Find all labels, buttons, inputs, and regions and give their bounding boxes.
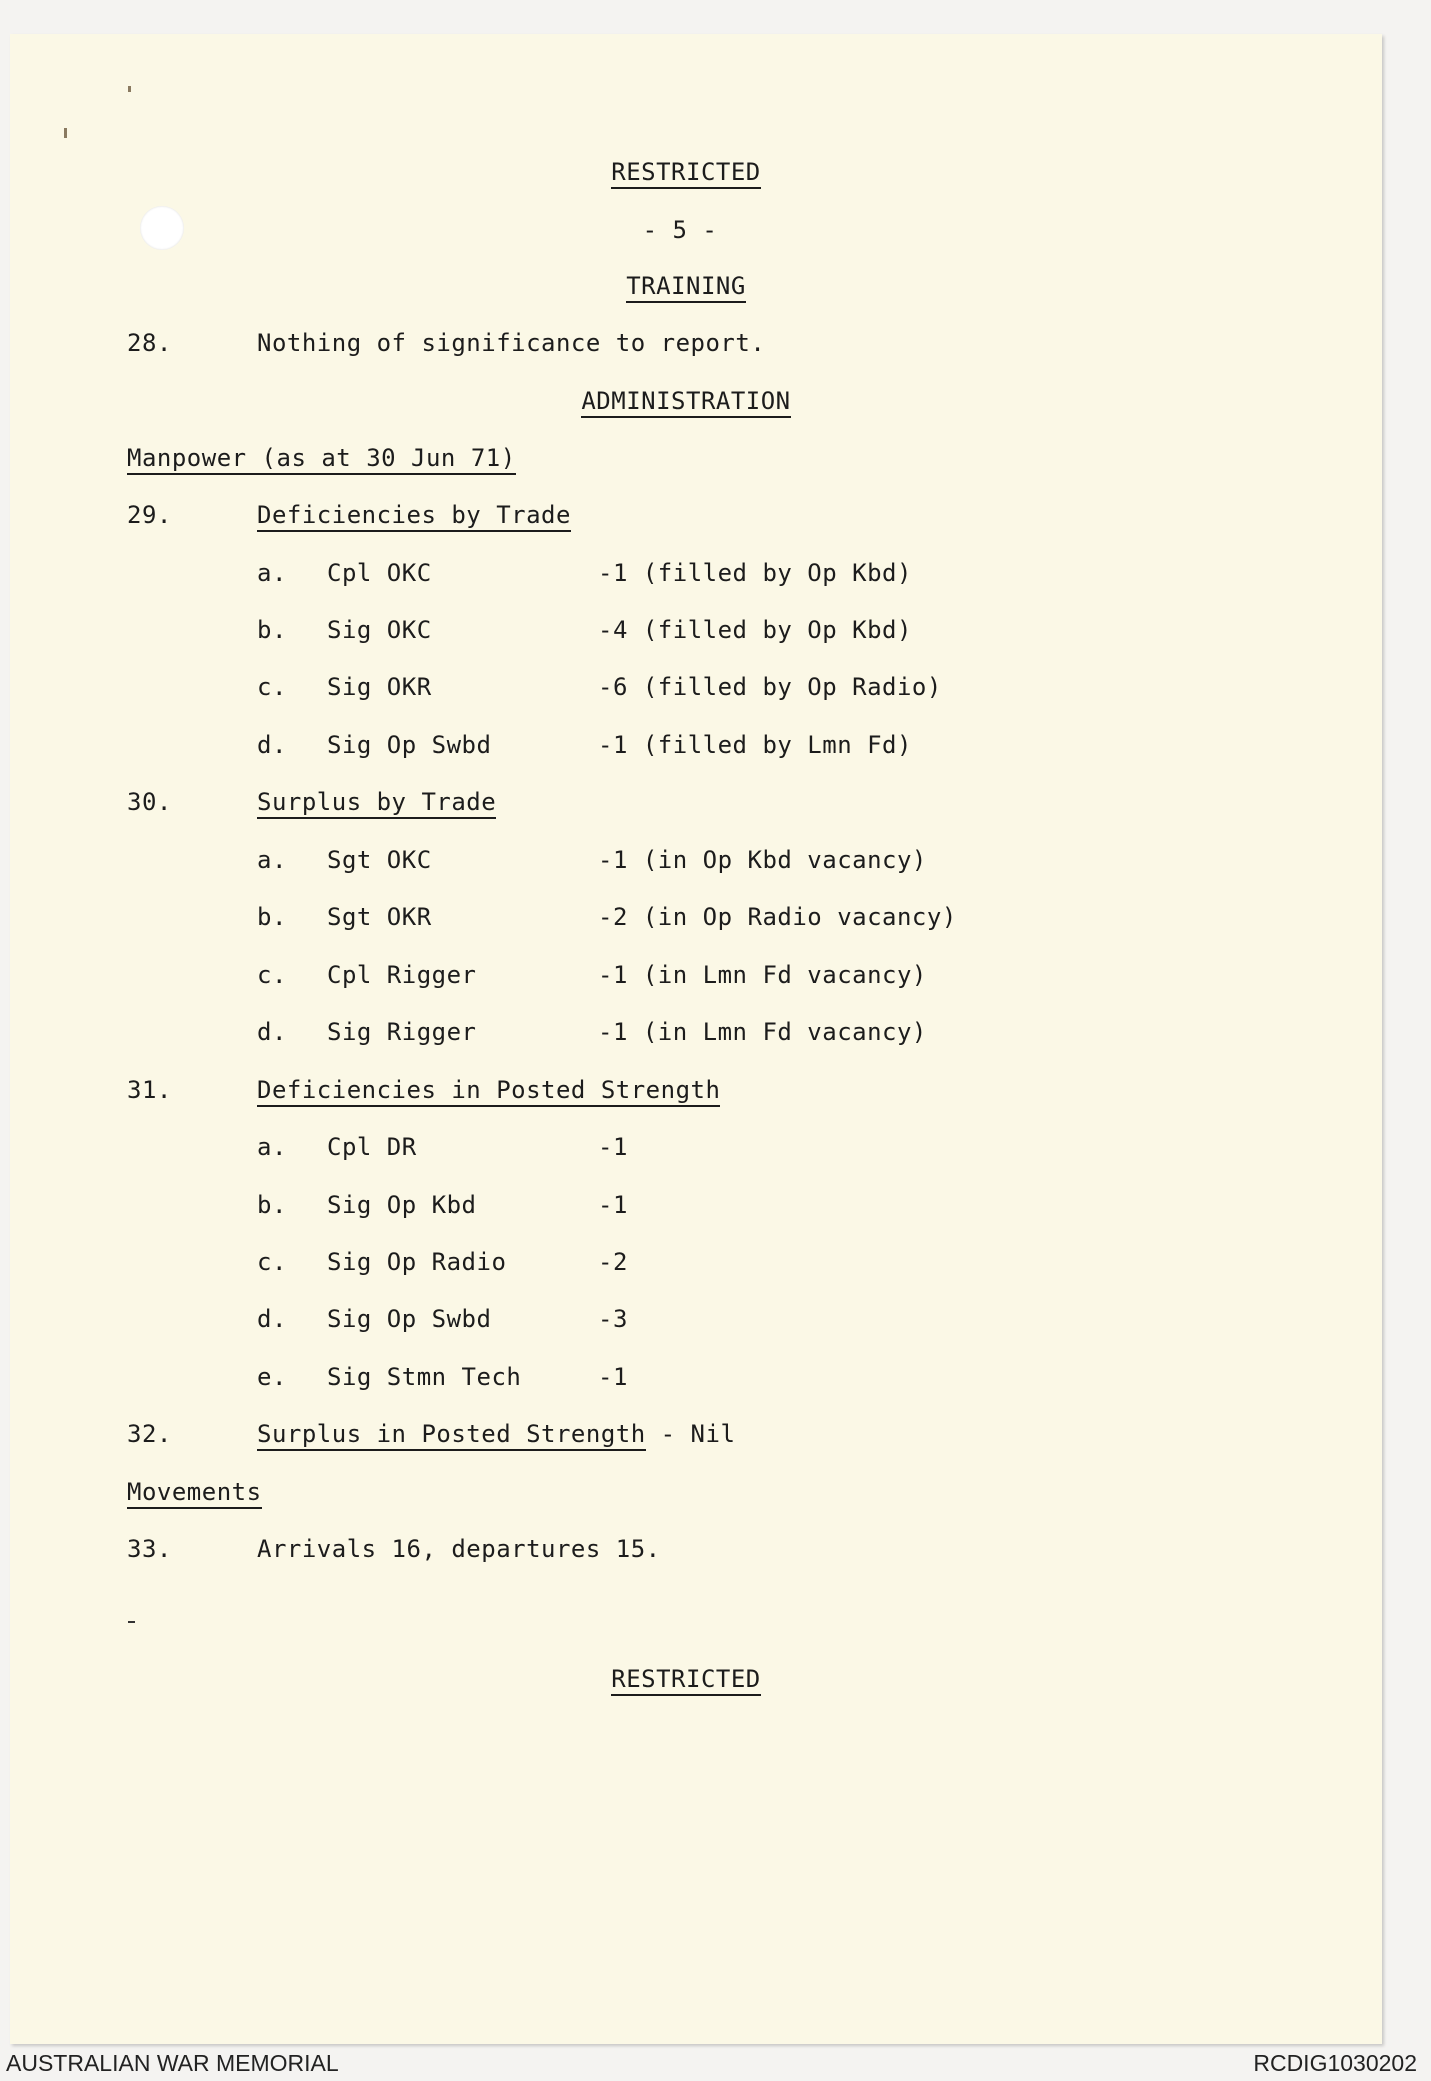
- movements-heading: Movements: [127, 1477, 262, 1507]
- list-item-value: -2: [598, 1248, 628, 1276]
- list-item-letter: d.: [257, 731, 287, 759]
- list-item-trade: Cpl OKC: [327, 559, 432, 587]
- list-item-value: -4 (filled by Op Kbd): [598, 616, 912, 644]
- list-item-value: -1 (in Lmn Fd vacancy): [598, 1018, 927, 1046]
- para-30-title: Surplus by Trade: [257, 787, 496, 817]
- paper-speck: [64, 128, 67, 138]
- list-item-value: -2 (in Op Radio vacancy): [598, 903, 957, 931]
- list-item-trade: Sig Op Swbd: [327, 731, 492, 759]
- list-item-value: -3: [598, 1305, 628, 1333]
- list-item-letter: d.: [257, 1305, 287, 1333]
- list-item-trade: Cpl DR: [327, 1133, 417, 1161]
- list-item-letter: d.: [257, 1018, 287, 1046]
- list-item-value: -1 (in Lmn Fd vacancy): [598, 961, 927, 989]
- para-31-title: Deficiencies in Posted Strength: [257, 1075, 720, 1105]
- training-heading: TRAINING: [536, 271, 836, 301]
- paper-speck: [128, 86, 131, 92]
- para-31-number: 31.: [127, 1076, 172, 1104]
- list-item-letter: c.: [257, 1248, 287, 1276]
- para-30-number: 30.: [127, 788, 172, 816]
- footer-id: RCDIG1030202: [1253, 2050, 1417, 2076]
- para-32-title: Surplus in Posted Strength - Nil: [257, 1419, 735, 1449]
- para-32-number: 32.: [127, 1420, 172, 1448]
- list-item-trade: Sig Stmn Tech: [327, 1363, 522, 1391]
- para-28-text: Nothing of significance to report.: [257, 329, 766, 357]
- list-item-letter: a.: [257, 559, 287, 587]
- list-item-letter: b.: [257, 616, 287, 644]
- list-item-value: -1 (filled by Op Kbd): [598, 559, 912, 587]
- para-33-number: 33.: [127, 1535, 172, 1563]
- list-item-value: -1: [598, 1133, 628, 1161]
- list-item-trade: Sig Op Radio: [327, 1248, 507, 1276]
- punch-hole: [140, 206, 184, 250]
- list-item-trade: Sig Rigger: [327, 1018, 477, 1046]
- list-item-letter: b.: [257, 903, 287, 931]
- list-item-trade: Cpl Rigger: [327, 961, 477, 989]
- list-item-letter: c.: [257, 673, 287, 701]
- list-item-trade: Sgt OKR: [327, 903, 432, 931]
- para-28-number: 28.: [127, 329, 172, 357]
- list-item-value: -6 (filled by Op Radio): [598, 673, 942, 701]
- list-item-trade: Sig Op Swbd: [327, 1305, 492, 1333]
- list-item-value: -1: [598, 1191, 628, 1219]
- list-item-letter: b.: [257, 1191, 287, 1219]
- list-item-value: -1: [598, 1363, 628, 1391]
- para-29-number: 29.: [127, 501, 172, 529]
- para-32-suffix: - Nil: [660, 1420, 736, 1448]
- classification-bottom: RESTRICTED: [536, 1664, 836, 1694]
- list-item-trade: Sgt OKC: [327, 846, 432, 874]
- para-33-text: Arrivals 16, departures 15.: [257, 1535, 661, 1563]
- list-item-trade: Sig OKR: [327, 673, 432, 701]
- list-item-trade: Sig Op Kbd: [327, 1191, 477, 1219]
- list-item-value: -1 (filled by Lmn Fd): [598, 731, 912, 759]
- para-29-title: Deficiencies by Trade: [257, 500, 571, 530]
- administration-heading: ADMINISTRATION: [536, 386, 836, 416]
- list-item-letter: c.: [257, 961, 287, 989]
- stray-mark: [128, 1621, 135, 1623]
- manpower-heading: Manpower (as at 30 Jun 71): [127, 443, 516, 473]
- footer-source: AUSTRALIAN WAR MEMORIAL: [6, 2050, 339, 2076]
- list-item-letter: a.: [257, 1133, 287, 1161]
- list-item-letter: e.: [257, 1363, 287, 1391]
- classification-top: RESTRICTED: [536, 157, 836, 187]
- list-item-trade: Sig OKC: [327, 616, 432, 644]
- page-number: - 5 -: [642, 216, 718, 244]
- list-item-value: -1 (in Op Kbd vacancy): [598, 846, 927, 874]
- list-item-letter: a.: [257, 846, 287, 874]
